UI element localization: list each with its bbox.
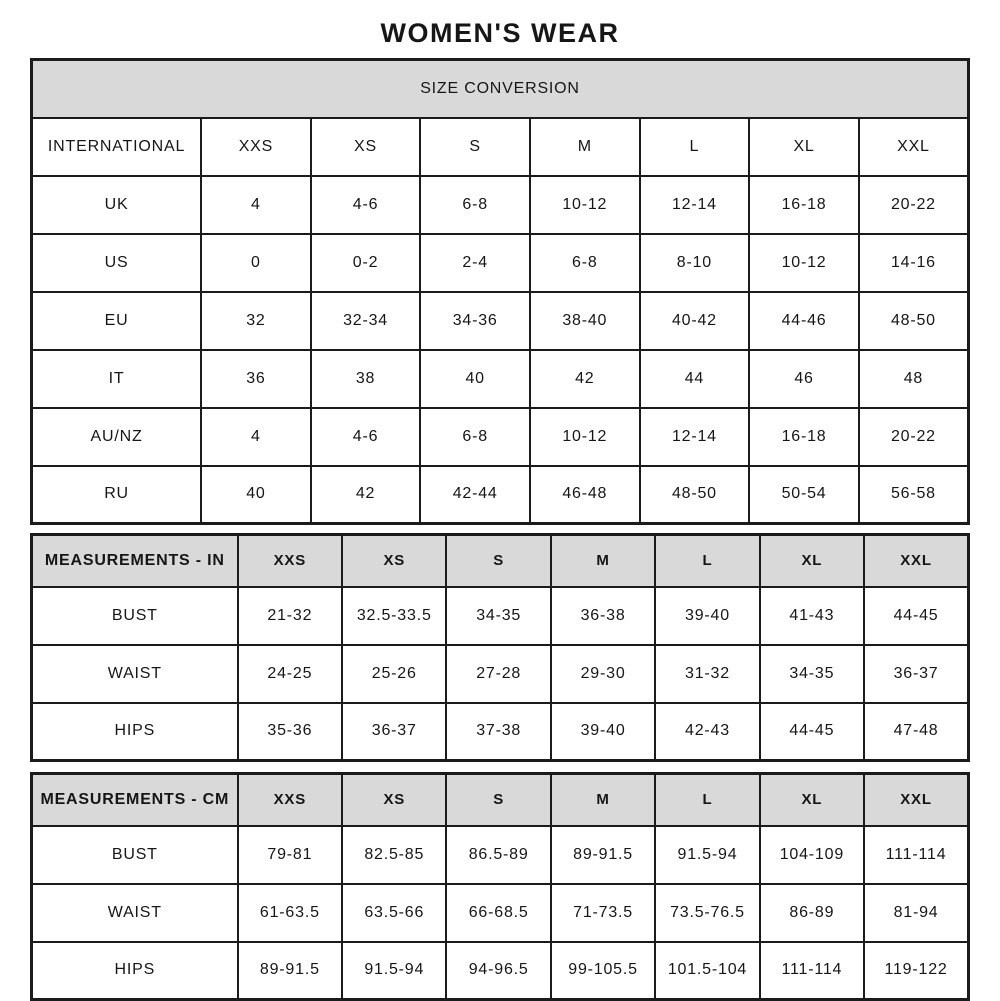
value-cell: 81-94 <box>864 884 968 942</box>
table-title-cell: MEASUREMENTS - CM <box>32 774 238 826</box>
size-conversion-body <box>32 60 969 524</box>
value-cell: 0 <box>201 234 311 292</box>
size-column-header: XXS <box>201 118 311 176</box>
value-cell: 16-18 <box>749 176 859 234</box>
value-cell: 36-37 <box>342 703 446 761</box>
page-title: WOMEN'S WEAR <box>380 18 620 48</box>
value-cell: 36-37 <box>864 645 968 703</box>
value-cell: 32.5-33.5 <box>342 587 446 645</box>
value-cell: 91.5-94 <box>655 826 759 884</box>
value-cell: 27-28 <box>446 645 550 703</box>
value-cell: 111-114 <box>760 942 864 1000</box>
value-cell: 48 <box>859 350 969 408</box>
measurements-in-body <box>32 535 969 761</box>
value-cell: 36-38 <box>551 587 655 645</box>
value-cell: 16-18 <box>749 408 859 466</box>
value-cell: 4-6 <box>311 408 421 466</box>
value-cell: 94-96.5 <box>446 942 550 1000</box>
size-column-header: XXL <box>864 774 968 826</box>
value-cell: 32 <box>201 292 311 350</box>
row-label: WAIST <box>32 884 238 942</box>
value-cell: 4-6 <box>311 176 421 234</box>
table-banner-row <box>32 60 969 118</box>
value-cell: 104-109 <box>760 826 864 884</box>
value-cell: 12-14 <box>640 408 750 466</box>
size-column-header: XL <box>760 535 864 587</box>
value-cell: 6-8 <box>530 234 640 292</box>
table-row <box>32 176 969 234</box>
row-label: AU/NZ <box>32 408 202 466</box>
value-cell: 29-30 <box>551 645 655 703</box>
value-cell: 86.5-89 <box>446 826 550 884</box>
size-column-header: M <box>551 774 655 826</box>
value-cell: 38-40 <box>530 292 640 350</box>
table-row <box>32 234 969 292</box>
table-row <box>32 587 969 645</box>
value-cell: 4 <box>201 408 311 466</box>
value-cell: 71-73.5 <box>551 884 655 942</box>
size-column-header: S <box>420 118 530 176</box>
value-cell: 37-38 <box>446 703 550 761</box>
value-cell: 44 <box>640 350 750 408</box>
table-row <box>32 408 969 466</box>
size-column-header: XL <box>760 774 864 826</box>
table-row <box>32 826 969 884</box>
value-cell: 46 <box>749 350 859 408</box>
value-cell: 39-40 <box>655 587 759 645</box>
table-row <box>32 350 969 408</box>
measurements-cm-body <box>32 774 969 1000</box>
row-label: RU <box>32 466 202 524</box>
table-row <box>32 645 969 703</box>
value-cell: 10-12 <box>749 234 859 292</box>
value-cell: 89-91.5 <box>551 826 655 884</box>
size-column-header: XXL <box>864 535 968 587</box>
table-row <box>32 466 969 524</box>
value-cell: 73.5-76.5 <box>655 884 759 942</box>
size-column-header: XXS <box>238 535 342 587</box>
value-cell: 41-43 <box>760 587 864 645</box>
size-column-header: S <box>446 774 550 826</box>
value-cell: 47-48 <box>864 703 968 761</box>
size-column-header: S <box>446 535 550 587</box>
value-cell: 66-68.5 <box>446 884 550 942</box>
value-cell: 42-43 <box>655 703 759 761</box>
table-row <box>32 703 969 761</box>
row-label: BUST <box>32 587 238 645</box>
value-cell: 40 <box>201 466 311 524</box>
row-label: HIPS <box>32 703 238 761</box>
value-cell: 20-22 <box>859 408 969 466</box>
value-cell: 48-50 <box>859 292 969 350</box>
value-cell: 89-91.5 <box>238 942 342 1000</box>
value-cell: 61-63.5 <box>238 884 342 942</box>
value-cell: 32-34 <box>311 292 421 350</box>
size-column-header: XS <box>342 774 446 826</box>
row-label-column-header: INTERNATIONAL <box>32 118 202 176</box>
value-cell: 119-122 <box>864 942 968 1000</box>
size-column-header: XXS <box>238 774 342 826</box>
table-row <box>32 884 969 942</box>
value-cell: 34-35 <box>760 645 864 703</box>
value-cell: 25-26 <box>342 645 446 703</box>
value-cell: 38 <box>311 350 421 408</box>
value-cell: 56-58 <box>859 466 969 524</box>
table-row <box>32 942 969 1000</box>
size-column-header: L <box>655 535 759 587</box>
row-label: HIPS <box>32 942 238 1000</box>
size-column-header: XXL <box>859 118 969 176</box>
value-cell: 34-36 <box>420 292 530 350</box>
value-cell: 34-35 <box>446 587 550 645</box>
column-header-row <box>32 774 969 826</box>
table-title-cell: MEASUREMENTS - IN <box>32 535 238 587</box>
value-cell: 0-2 <box>311 234 421 292</box>
row-label: IT <box>32 350 202 408</box>
value-cell: 39-40 <box>551 703 655 761</box>
value-cell: 10-12 <box>530 176 640 234</box>
value-cell: 40 <box>420 350 530 408</box>
row-label: EU <box>32 292 202 350</box>
table-banner: SIZE CONVERSION <box>32 60 969 118</box>
size-column-header: L <box>655 774 759 826</box>
value-cell: 42 <box>311 466 421 524</box>
table-gap <box>30 762 970 772</box>
size-column-header: L <box>640 118 750 176</box>
row-label: BUST <box>32 826 238 884</box>
value-cell: 86-89 <box>760 884 864 942</box>
column-header-row <box>32 118 969 176</box>
value-cell: 14-16 <box>859 234 969 292</box>
value-cell: 4 <box>201 176 311 234</box>
row-label: WAIST <box>32 645 238 703</box>
size-column-header: XS <box>311 118 421 176</box>
value-cell: 10-12 <box>530 408 640 466</box>
value-cell: 31-32 <box>655 645 759 703</box>
value-cell: 36 <box>201 350 311 408</box>
table-gap <box>30 525 970 533</box>
value-cell: 42 <box>530 350 640 408</box>
value-cell: 42-44 <box>420 466 530 524</box>
value-cell: 40-42 <box>640 292 750 350</box>
value-cell: 21-32 <box>238 587 342 645</box>
column-header-row <box>32 535 969 587</box>
value-cell: 2-4 <box>420 234 530 292</box>
value-cell: 48-50 <box>640 466 750 524</box>
row-label: US <box>32 234 202 292</box>
value-cell: 82.5-85 <box>342 826 446 884</box>
value-cell: 44-45 <box>864 587 968 645</box>
value-cell: 44-45 <box>760 703 864 761</box>
value-cell: 6-8 <box>420 408 530 466</box>
value-cell: 44-46 <box>749 292 859 350</box>
row-label: UK <box>32 176 202 234</box>
size-column-header: M <box>551 535 655 587</box>
value-cell: 24-25 <box>238 645 342 703</box>
value-cell: 35-36 <box>238 703 342 761</box>
value-cell: 8-10 <box>640 234 750 292</box>
value-cell: 46-48 <box>530 466 640 524</box>
value-cell: 99-105.5 <box>551 942 655 1000</box>
measurements-in-table <box>30 533 970 762</box>
value-cell: 50-54 <box>749 466 859 524</box>
value-cell: 91.5-94 <box>342 942 446 1000</box>
value-cell: 63.5-66 <box>342 884 446 942</box>
size-column-header: M <box>530 118 640 176</box>
value-cell: 101.5-104 <box>655 942 759 1000</box>
value-cell: 12-14 <box>640 176 750 234</box>
size-column-header: XS <box>342 535 446 587</box>
value-cell: 6-8 <box>420 176 530 234</box>
measurements-cm-table <box>30 772 970 1001</box>
value-cell: 20-22 <box>859 176 969 234</box>
size-conversion-table <box>30 58 970 525</box>
size-column-header: XL <box>749 118 859 176</box>
value-cell: 111-114 <box>864 826 968 884</box>
value-cell: 79-81 <box>238 826 342 884</box>
table-row <box>32 292 969 350</box>
